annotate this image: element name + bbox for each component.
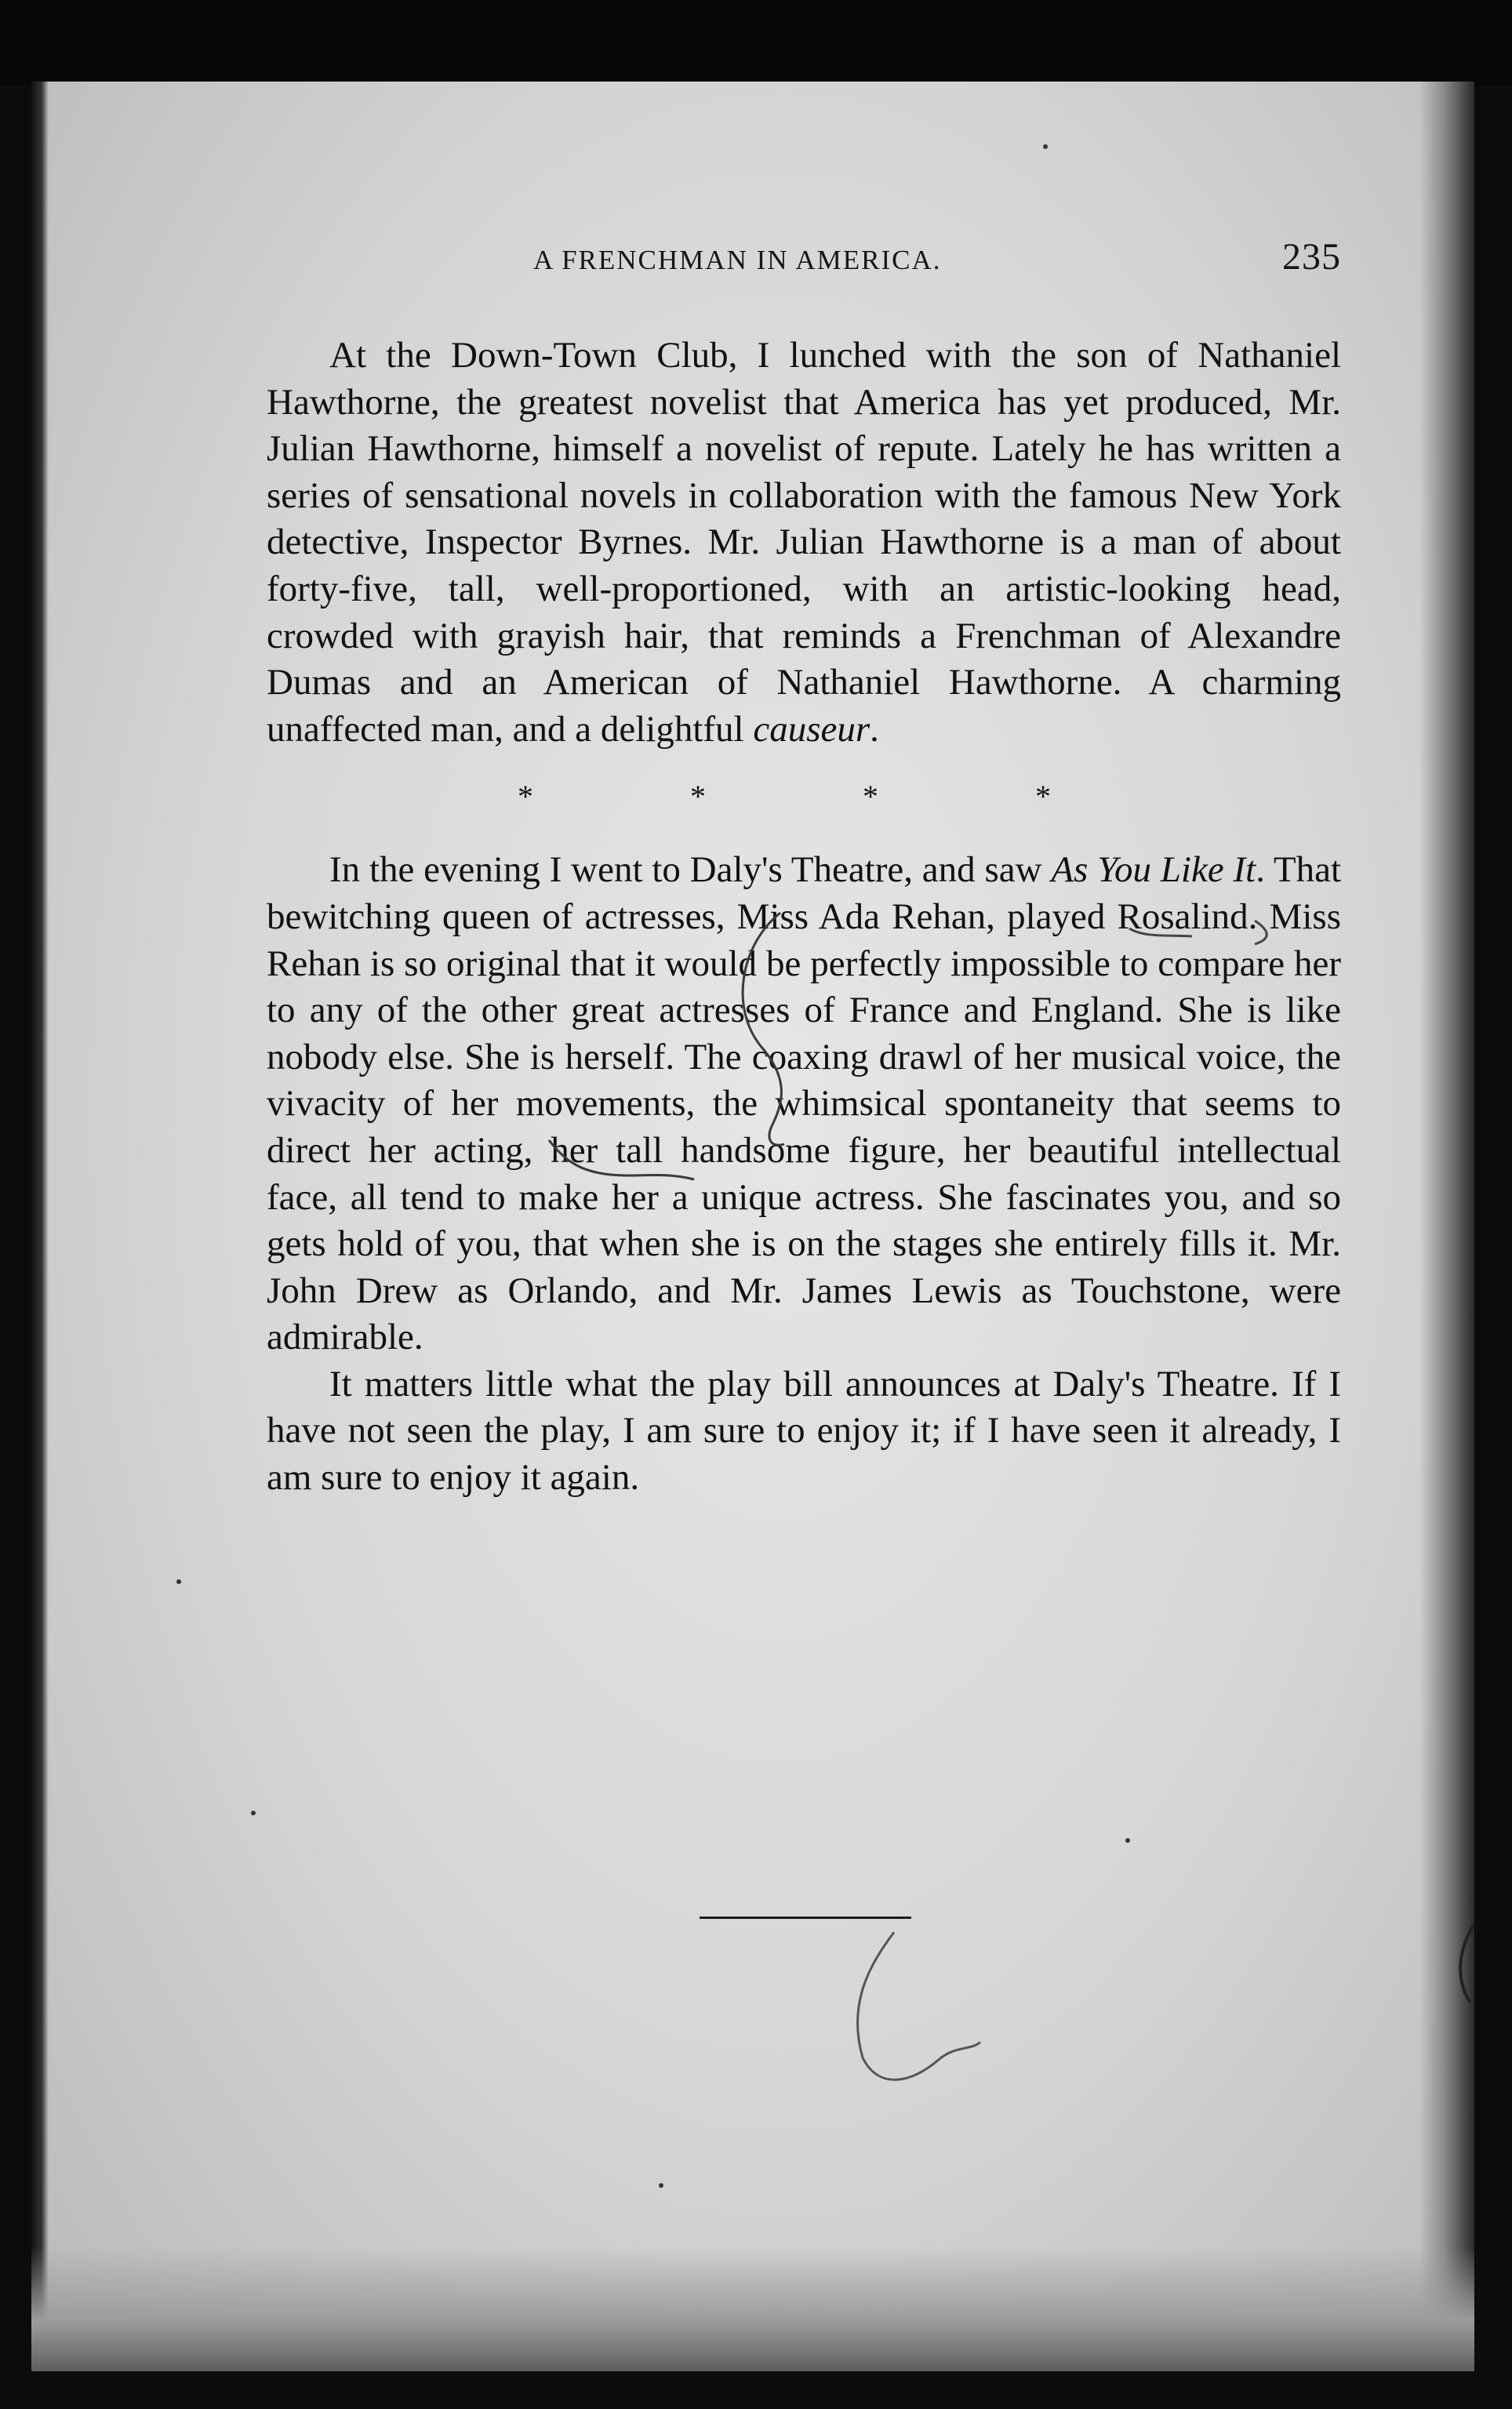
pencil-stroke	[858, 1932, 980, 2080]
dust-speck	[1125, 1838, 1130, 1843]
text-segment: . That bewitching queen of actresses, Miss Ada Rehan, played Rosalind. Miss Rehan is so original that it would be perfectly impossible to compare her to any of the other great actresses of France and England. She is like nobody else. She is herself. The coaxing drawl of her musical voice, the vivacity of her movements, the whimsical spontaneity that seems to direct her acting, her tall handsome figure, her beautiful intellectual face, all tend to make her a unique actress. She fascinates you, and so gets hold of you, that when she is on the stages she entirely fills it. Mr. John Drew as Orlando, and Mr. James Lewis as Touchstone, were admirable.	[267, 849, 1342, 1358]
end-rule	[700, 1917, 911, 1919]
paragraph-dalys-theatre	[267, 847, 1341, 1361]
separator-star: *	[1035, 779, 1051, 815]
section-separator	[518, 775, 1059, 819]
italic-causeur: causeur	[753, 708, 870, 750]
body-text	[267, 332, 1341, 1502]
separator-star: *	[518, 779, 533, 815]
paragraph-play-bill	[267, 1361, 1341, 1502]
text-segment: In the evening I went to Daly's Theatre, and saw	[329, 849, 1052, 891]
italic-play-title: As You Like It	[1051, 849, 1256, 891]
running-head-title: A FRENCHMAN IN AMERICA.	[533, 245, 942, 275]
paragraph-down-town-club	[267, 332, 1341, 753]
page-gutter-shadow	[31, 82, 49, 2371]
dust-speck	[1043, 144, 1048, 149]
dust-speck	[251, 1811, 256, 1815]
separator-star: *	[863, 779, 878, 815]
running-head	[267, 235, 1341, 282]
text-segment: At the Down-Town Club, I lunched with the son of Nathaniel Hawthorne, the greatest novelist that America has yet produced, Mr. Julian Hawthorne, himself a novelist of repute. Lately he has written a series of sensational novels in collaboration with the famous New York detective, Inspector Byrnes. Mr. Julian Hawthorne is a man of about forty-five, tall, well-proportioned, with an artistic-looking head, crowded with grayish hair, that reminds a Frenchman of Alexandre Dumas and an American of Nathaniel Hawthorne. A charming unaffected man, and a delightful	[267, 335, 1341, 750]
page-right-edge	[1419, 82, 1474, 2371]
separator-star: *	[690, 779, 706, 815]
book-page	[31, 82, 1474, 2371]
dust-speck	[176, 1579, 181, 1584]
scanner-top-border	[0, 0, 1512, 86]
dust-speck	[659, 2183, 663, 2188]
page-number: 235	[1282, 236, 1341, 278]
page-bottom-edge	[31, 2246, 1474, 2371]
text-segment: It matters little what the play bill announces at Daly's Theatre. If I have not seen the play, I am sure to enjoy it; if I have seen it already, I am sure to enjoy it again.	[267, 1363, 1341, 1499]
text-segment: .	[870, 708, 879, 750]
